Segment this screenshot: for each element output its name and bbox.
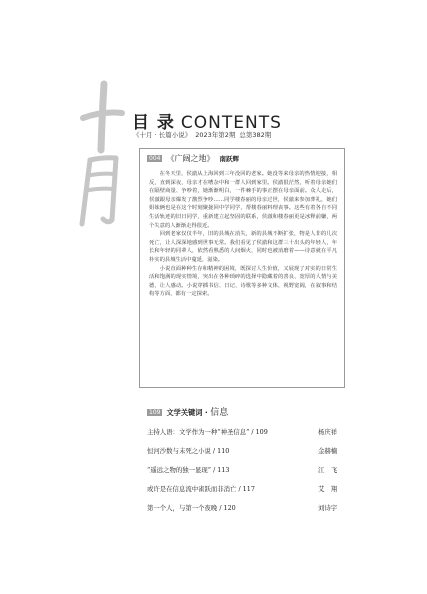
total-issue: 总第382期 [239,131,272,139]
toc-entry-title[interactable]: 第一个人，与第一个夜晚 / 120 [147,504,236,512]
toc-entry-author: 江 飞 [318,466,338,474]
toc-entry-author: 刘诗宇 [318,504,338,512]
toc-title-en: CONTENTS [180,113,282,133]
section-heading [147,405,228,418]
feature-page-badge: 004 [149,155,161,162]
toc-entry-author: 艾 翔 [318,485,338,493]
toc-entry-title[interactable]: “遥远之物的独一显现” / 113 [147,466,230,474]
toc-entry-author: 金赫楠 [318,447,338,455]
issue-line [133,130,275,139]
toc-entry-title[interactable]: 主持人语：文学作为一种“神圣信息” / 109 [147,428,268,436]
summary-paragraph: 回到老家仅仅半年，旧的县城在消失，新的县城不断扩张，物是人非的几次死亡，让人深深地感到世事无常。我们看见了侯澈和这群三十出头的年轻人，年长和年轻的同辈人，依然看熟悉的人间烟火，同时也被消磨着——诗意就在平凡朴实的县城生活中蔓延，滋染。 [149,231,337,263]
feature-heading [147,153,239,164]
summary-paragraph: 在冬天里，侯澈从上海回到三年没回的老家。她没等来母亲的热情迎接，相反，直到深夜，母亲才在嘈杂中和一群人回到家里。侯澈很茫然，听着母亲她们在隔壁商量、争吵着，她渐渐明白，一件棘手的事正摆在母亲面前。众人走后，侯澈跟母亲爆发了激烈争吵……同学楼春丽的母亲过世，侯澈来参加葬礼，她们姐妹俩也是在这个时刻聚拢回中学同学，帮楼春丽料理丧事。这些有着各自不同生活轨迹的旧日同学，重新建立起坚固的联系，侯澈和楼春丽更是冰释前嫌，两个失意的人渐渐走得很近。 [149,171,337,229]
toc-entry-title[interactable]: 或许是在信息流中雀跃而非消亡 / 117 [147,485,255,493]
feature-title[interactable]: 《广阔之地》 [166,154,215,163]
section-page-badge: 109 [149,409,161,416]
toc-title-cn: 目 录 [132,113,175,133]
magazine-name: 《十月 · 长篇小说》 [133,131,192,139]
feature-author: 南跃辉 [219,155,239,163]
feature-summary [149,170,337,299]
toc-entry-title[interactable]: 恒河沙数与未死之小说 / 110 [147,447,230,455]
toc-entry-author: 杨庆祥 [318,428,338,436]
section-subtitle: 信息 [210,408,229,418]
shiyue-logo [78,78,126,228]
summary-paragraph: 小说直面种种生存和精神的困境，既探讨人生价值，又展现了对实的日常生活和饱满的现实情境，突出在各种琐碎的选择中隐藏着的善良、宽厚的人情与美德，让人感动。小说穿插书信、日记、诗歌等多种文体，视野宽阔，在叙事和结构等方面，都有一定探索。 [149,265,337,298]
section-dot: · [204,408,208,417]
section-title: 文学关键词 [166,408,203,417]
issue-number: 2023年第2期 [195,131,236,139]
